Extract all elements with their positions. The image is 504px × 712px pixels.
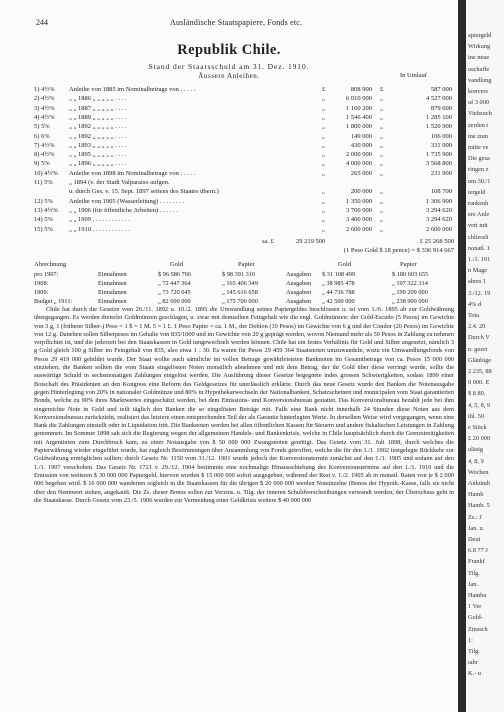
loan-row xyxy=(34,105,454,115)
loan-description: „ „ 1893 „ „ „ „ „ . . . . xyxy=(69,141,127,149)
right-page-line: ihl. 50 xyxy=(468,412,485,420)
budget-col-papier1: Papier xyxy=(238,261,255,268)
loan-description: „ „ 1892 „ „ „ „ „ . . . . xyxy=(69,132,127,140)
loan-description: „ „ 1909 . . . . . . . . . . . . xyxy=(69,216,131,224)
sum-label: sa. £ xyxy=(262,238,274,245)
budget-papier-in: „ 145 616 658 xyxy=(222,289,258,296)
loan-row xyxy=(34,133,454,143)
loan-row xyxy=(34,160,454,170)
loan-nominal: 265 000 xyxy=(350,169,372,177)
right-page-line: 2 235, 88 xyxy=(468,368,492,375)
loan-row xyxy=(34,86,454,96)
right-page-line: 1./1. 191 xyxy=(468,256,491,263)
loan-currency: „ xyxy=(322,206,325,214)
loan-currency-outstanding: „ xyxy=(380,169,383,177)
loan-currency-outstanding: „ xyxy=(380,104,383,112)
budget-col-papier2: Papier xyxy=(400,261,417,268)
loan-number: 10) 4½% xyxy=(34,169,58,177)
loan-number: 2) 4½% xyxy=(34,95,55,103)
loan-number: 15) 5% xyxy=(34,225,53,233)
loan-row xyxy=(34,151,454,161)
loan-description: „ 1894 (v. der Stadt Valparaiso aufgen. xyxy=(69,179,170,186)
right-page-line: Die gesa xyxy=(468,155,490,163)
right-page-line: Zinssch xyxy=(468,625,488,633)
loan-outstanding: 3 294 620 xyxy=(426,206,452,214)
loan-number: 1) 4½% xyxy=(34,86,55,93)
budget-gold-in: „ 73 720 045 xyxy=(158,289,191,296)
right-page-line: rankenh xyxy=(468,200,489,207)
loan-number: 11) 5% xyxy=(34,179,53,186)
budget-year: 1909: xyxy=(34,289,49,296)
book-gutter xyxy=(458,0,466,712)
right-page-line: vandlung xyxy=(468,76,492,84)
budget-gold-in: „ 82 600 000 xyxy=(158,298,191,305)
loan-outstanding: 2 600 000 xyxy=(426,225,452,233)
loan-outstanding: 331 000 xyxy=(430,141,452,149)
loan-nominal: 2 600 000 xyxy=(346,225,372,233)
budget-gold-in: $ 96 586 766 xyxy=(158,271,192,278)
budget-year: Budget „ 1911: xyxy=(34,298,73,305)
budget-year: pro 1907: xyxy=(34,271,59,278)
right-page-line: 6.8 77 J xyxy=(468,547,488,555)
loan-nominal: 808 900 xyxy=(350,86,372,93)
loan-outstanding: 1 306 900 xyxy=(426,197,452,205)
budget-papier-out: $ 180 603 655 xyxy=(392,271,429,278)
right-page-line: Viehzuch xyxy=(468,110,492,118)
right-page-line: Jan. xyxy=(468,580,478,588)
loan-description: „ „ 1896 „ „ „ „ „ . . . . xyxy=(69,160,127,168)
right-page-line: 3./12. 19 xyxy=(468,289,491,297)
sum-outstanding: £ 25 268 500 xyxy=(419,238,454,245)
right-page-line: Durch V xyxy=(468,334,490,342)
loan-currency-outstanding: „ xyxy=(380,141,383,149)
page-title: Republik Chile. xyxy=(177,42,281,58)
right-page-line: Tilg. xyxy=(468,648,480,655)
loan-currency-outstanding: „ xyxy=(380,123,383,131)
loan-outstanding: 4 527 000 xyxy=(426,95,452,103)
right-page-line: 2.4. 20 xyxy=(468,323,486,331)
loan-currency: „ xyxy=(322,95,325,103)
loan-outstanding: 3 294 620 xyxy=(426,216,452,224)
loan-currency: „ xyxy=(322,169,325,177)
loan-description: Anleihe von 1905 (Wasserleitung) . . . . . . . . xyxy=(69,197,185,205)
loan-row xyxy=(34,123,454,133)
loan-row xyxy=(34,198,454,208)
budget-gold-out: „ 44 736 788 xyxy=(322,289,355,296)
budget-gold-out: „ 38 985 478 xyxy=(322,280,355,287)
section-heading: Äussere Anleihen. xyxy=(198,72,260,80)
loan-description: „ „ 1886 „ „ „ „ „ . . . . xyxy=(69,95,127,103)
budget-papier-out: „ 199 209 000 xyxy=(392,289,428,296)
loan-outstanding: 106 000 xyxy=(430,132,452,140)
right-page-line: vert mit xyxy=(468,222,488,230)
loan-nominal: 200 000 xyxy=(350,188,372,196)
loan-description: u. durch Ges. v. 15. Sept. 1897 seitens des Staates übern.) xyxy=(69,188,219,196)
loan-nominal: 3 700 000 xyxy=(346,206,372,214)
budget-col-gold2: Gold xyxy=(338,261,351,268)
budget-ausgaben: Ausgaben xyxy=(286,271,312,278)
loan-currency: „ xyxy=(322,160,325,168)
right-page-line: uf 3 000 xyxy=(468,99,489,107)
right-page-line: mitte ve xyxy=(468,144,489,151)
right-page-line: Wirkung xyxy=(468,43,491,51)
loan-description: „ „ 1889 „ „ „ „ „ . . . . xyxy=(69,113,127,121)
in-umlauf-header: In Umlauf xyxy=(400,72,427,79)
loan-nominal: 3 400 000 xyxy=(346,216,372,224)
budget-papier-in: $ 98 391 310 xyxy=(222,271,256,278)
loan-description: „ „ 1892 „ „ „ „ „ . . . . xyxy=(69,123,127,131)
loan-currency-outstanding: £ xyxy=(380,86,384,93)
right-page-fragment xyxy=(466,0,504,712)
right-page-line: ringen z xyxy=(468,166,489,174)
loan-description: „ „ 1906 (für öffentliche Arbeiten) . . . . . . xyxy=(69,206,178,214)
loan-description: Anleihe von 1898 im Nominalbetrage von . . . . . xyxy=(69,169,196,177)
loan-nominal: 149 000 xyxy=(350,132,372,140)
loan-currency: „ xyxy=(322,141,325,149)
loan-row xyxy=(34,179,454,189)
budget-ausgaben: Ausgaben xyxy=(286,289,312,296)
loan-outstanding: 231 900 xyxy=(430,169,452,177)
loan-description: „ „ 1887 „ „ „ „ „ . . . . xyxy=(69,104,127,112)
body-paragraph: Chile hat durch die Gesetze vom 26./11. 1892 u. 10./2. 1895 die Umwandlung seines Papiergeldes beschlossen u. ist vom 1./6. 1895 ab zur Goldwährung übergegangen. Es werden dreierlei Goldmünzen geschlagen, u. zwar mit demselben Feingehalt wie die engl. Goldmünzen: der Gold-Escudo (5 Pesos) im Gewichte von 3 g, 1 (früherer Silber-) Peso = 1 $ = 1 M. 5 = 1 £. 1 Peso Papier = ca. 1 M., der Doblon (10 Pesos) im Gewichte von 6 g und der Condor (20 Pesos) im Gewichte von 12 g. Daneben sollen Silberpesos im Gehalte von 835/1000 und im Gewichte von 20 g geprägt werden, wovon Niemand mehr als 50 Pesos in Zahlung zu nehmen verpflichtet ist, und die jederzeit bei den Staatskassen in Gold umgewechselt werden können. Chile hat ein festes Verhältnis für Gold und Silber angesetzt, nämlich 3 g Gold gleich 100 g Silber im Feingehalt von 835, also etwa 1 : 30. Es waren für Pesos 29 459 364 Staatsnoten umzuwandeln, wozu ein Umwandlungsfonds von Pesos 29 419 000 gebildet wurde. Der Staat wollte auch sämtliche im vollen Betrage gewährleisteten Banknoten im Gesamtbetrage von ca. Pesos 15 000 000 einziehen; die Banken sollten die vom Staate eingelösten Noten monatlich abnehmen und mit dem Betrag, der ihr Gold über diese verringt wurde, sollte die auswärtige Schuld in sechsmonatigen Zahlungen eingelöst werden. Die Ausführung dieser Gesetze begegnete indes grossen Schwierigkeiten, sodass 1899 einer Botschaft des Präsidenten an den Kongress eine Reform des Geldgesetzes für unerlässlich erklärte. Durch das neue Gesetz wurde den Banken die Notenausgabe gegen Hinterlegung von 20% in nationaler Goldmünze und 80% in Hypothekarwechseln der Nationalbanken, Schatzscheinen und municipalen vom Staat garantierten Bonds, welche zu 90% ihres Marktwertes eingeschätzt werden, bei dem Emissions- und Konversionsbureau gestattet. Das Konversionsbureau bezahlt jede bei ihm eingereichte Note in Gold und teilt täglich den Banken die so eingelösten Beträge mit. Falls eine Bank nicht innerhalb 24 Stunden diese Noten aus dem Konversionsbureau zurückzieht, realisiert das letztere einen entsprechenden Teil der als Garantie hinterlegten Werte. In derselben Weise wird vorgegangen, wenn eine Bank die Zahlungen einstellt oder in Liquidation tritt. Die Banknoten werden bei allen öffentlichen Kassen für Steuern und andere fiskalischen Leistungen in Zahlung genommen. Im Sommer 1898 sah sich die Regierung wegen der allgemeinen Handels- und Bankenkrisis, welche in Chile hauptsächlich durch die Grenzstreitigkeiten mit Argentinien zum Durchbruch kam, zu einer Notausgabe von $ 50 000 000 Zwangsnoten genötigt. Das Gesetz vom 31. Juli 1898, durch welches die Papierwährung wieder eingeführt wurde, hat zugleich Bestimmungen über Ansammlung von Fonds getroffen, welche die für den 1./1. 1902 festgelegte Rückkehr zur Goldwährung ermöglichen sollten; durch Gesetz Nr. 1150 vom 31./12. 1901 wurde jedoch der Konversionstermin zunächst auf den 1./1. 1905 und sodann auf den 1./1. 1907 verschoben. Das Gesetz Nr. 1721 v. 29./12. 1904 bestimmte eine nochmalige Hinausschiebung des Konversionstermins auf den 1./1. 1910 und die Emission von weiteren $ 30 000 000 Papiergeld, hiervon wurden $ 15 000 000 sofort ausgegeben, während der Rest v. 1./2. 1905 ab in monatl. Raten von je $ 2 000 000 begeben wird. $ 16 000 000 wanderten sogleich in die Staatskassen für die übrigen $ 20 000 000 werden Noteinzelne (Bonos der Hypoth.-Kasse, falls sie nicht über den Nennwert stehen, angekauft. Die Zs. dieser Bonos sollen zur Verzins. u. Tilg. der inneren Schuldverschreibungen verwandt werden, der Überschuss geht in die Staatskasse. Durch Gesetz vom 23./5. 1906 wurden zur Vermeidung einer Geldkrisis weitere $ 40 000 000 xyxy=(34,306,454,504)
loan-number: 7) 4½% xyxy=(34,141,55,149)
right-page-line: 4, 5, 8, 9 xyxy=(468,401,491,409)
loan-row xyxy=(34,114,454,124)
right-page-line: n Mage xyxy=(468,267,488,275)
loan-number: 12) 5% xyxy=(34,197,53,205)
loan-outstanding: 1 285 100 xyxy=(426,113,452,121)
loan-row xyxy=(34,216,454,226)
loan-nominal: 1 800 000 xyxy=(346,123,372,131)
budget-ausgaben: Ausgaben xyxy=(286,280,312,287)
loan-number: 9) 5% xyxy=(34,160,50,168)
loan-nominal: 1 350 000 xyxy=(346,197,372,205)
budget-einnahmen: Einnahmen xyxy=(98,280,127,287)
right-page-line: 1: xyxy=(468,636,473,644)
peso-conversion: (1 Peso Gold $ 18 pence) = $ 336 914 667 xyxy=(343,247,454,254)
right-page-line: Hambu xyxy=(468,592,487,599)
right-page-line: K.- u xyxy=(468,670,481,678)
loan-row xyxy=(34,188,454,198)
loan-currency-outstanding: „ xyxy=(380,151,383,159)
right-page-line: konvers xyxy=(468,88,488,95)
right-page-line: ere Anle xyxy=(468,211,490,219)
right-page-line: Hamb. 5 xyxy=(468,502,490,510)
running-title: Ausländische Staatspapiere, Fonds etc. xyxy=(170,18,303,27)
budget-gold-out: „ 42 500 000 xyxy=(322,298,355,305)
right-page-line: uläsig xyxy=(468,446,484,454)
loan-nominal: 4 000 000 xyxy=(346,160,372,168)
right-page-line: Gold- xyxy=(468,614,483,622)
budget-header xyxy=(0,261,458,270)
right-page-line: Wochen xyxy=(468,468,489,476)
loan-nominal: 430 000 xyxy=(350,141,372,149)
subtitle: Stand der Staatsschuld am 31. Dez. 1910. xyxy=(148,62,310,71)
right-page-line: Frankf xyxy=(468,558,485,566)
right-page-line: Hamb xyxy=(468,491,484,499)
loan-currency-outstanding: „ xyxy=(380,113,383,121)
loan-number: 8) 4½% xyxy=(34,151,55,159)
budget-gold-out: $ 31 108 499 xyxy=(322,271,356,278)
right-page-line: 1 Ver xyxy=(468,603,482,611)
right-page-line: Tota xyxy=(468,312,480,319)
loan-description: „ „ 1895 „ „ „ „ „ . . . . xyxy=(69,151,127,159)
loan-number: 5) 5% xyxy=(34,123,50,131)
loan-nominal: 1 546 400 xyxy=(346,113,372,121)
budget-papier-in: „ 165 406 349 xyxy=(222,280,258,287)
loan-currency: „ xyxy=(322,151,325,159)
budget-ausgaben: Ausgaben xyxy=(286,298,312,305)
loan-nominal: 6 010 000 xyxy=(346,95,372,103)
budget-einnahmen: Einnahmen xyxy=(98,271,127,278)
budget-papier-out: „ 197 322 314 xyxy=(392,280,428,287)
right-page-line: £ 20 000 xyxy=(468,435,491,443)
loan-outstanding: 879 600 xyxy=(430,104,452,112)
right-page-line: um 30./1 xyxy=(468,177,491,185)
loan-number: 14) 5% xyxy=(34,216,53,224)
loan-number: 6) 6% xyxy=(34,132,50,140)
right-page-line: n. gezei xyxy=(468,345,488,353)
loan-outstanding: 108 700 xyxy=(430,188,452,196)
loan-row xyxy=(34,226,454,236)
loan-currency: „ xyxy=(322,188,325,196)
loan-description: Anleihe von 1885 im Nominalbetrage von . . . . . xyxy=(69,86,196,93)
right-page-line: 4% d xyxy=(468,300,482,308)
loan-number: 4) 4½% xyxy=(34,113,55,121)
budget-papier-in: „ 175 700 000 xyxy=(222,298,258,305)
loan-row xyxy=(34,142,454,152)
loan-currency-outstanding: „ xyxy=(380,188,383,196)
right-page-line: ine neue xyxy=(468,54,490,62)
right-page-line: zerden t xyxy=(468,121,489,129)
loan-description: „ „ 1910 . . . . . . . . . . . . xyxy=(69,225,131,233)
right-page-line: iahr xyxy=(468,659,478,667)
right-page-line: Ankündi xyxy=(468,480,491,487)
loan-nominal: 1 160 200 xyxy=(346,104,372,112)
sum-nominal: 29 219 500 xyxy=(296,238,326,245)
loan-currency: „ xyxy=(322,216,325,224)
right-page-line: ahres 1 xyxy=(468,278,487,286)
loan-currency-outstanding: „ xyxy=(380,225,383,233)
right-page-line: ine zum xyxy=(468,132,489,140)
loan-currency-outstanding: „ xyxy=(380,197,383,205)
loan-outstanding: 1 735 900 xyxy=(426,151,452,159)
budget-gold-in: „ 72 447 364 xyxy=(158,280,191,287)
right-page-line: e Stück xyxy=(468,424,487,431)
budget-col-abrechnung: Abrechnung xyxy=(34,261,67,268)
right-page-line: Jan. u. xyxy=(468,524,485,532)
loan-number: 13) 4½% xyxy=(34,206,58,214)
right-page-line: Tilg. xyxy=(468,569,480,577)
loan-outstanding: 587 000 xyxy=(430,86,452,93)
loan-currency: „ xyxy=(322,123,325,131)
body-text xyxy=(34,306,454,505)
loan-outstanding: 1 520 900 xyxy=(426,123,452,131)
loan-currency: „ xyxy=(322,104,325,112)
loan-currency: „ xyxy=(322,225,325,233)
loan-nominal: 2 000 000 xyxy=(346,151,372,159)
loan-currency-outstanding: „ xyxy=(380,216,383,224)
loan-row xyxy=(34,95,454,105)
right-page-line: Deut xyxy=(468,536,481,543)
loan-currency-outstanding: „ xyxy=(380,160,383,168)
right-page-line: $ 8 80. xyxy=(468,390,486,398)
right-page-line: uschaffe xyxy=(468,65,490,73)
budget-col-gold1: Gold xyxy=(170,261,183,268)
right-page-line: apiergeld xyxy=(468,32,492,39)
loan-row xyxy=(34,170,454,180)
loan-currency-outstanding: „ xyxy=(380,206,383,214)
loan-currency-outstanding: „ xyxy=(380,132,383,140)
loan-number: 3) 4½% xyxy=(34,104,55,112)
right-page-line: nonatl. 1 xyxy=(468,244,491,252)
budget-einnahmen: Einnahmen xyxy=(98,298,127,305)
budget-year: 1908: xyxy=(34,280,49,287)
loan-currency-outstanding: „ xyxy=(380,95,383,103)
right-page-line: 4, 8, 9 xyxy=(468,457,484,465)
right-page-line: Zs.: J xyxy=(468,513,482,521)
loan-currency: „ xyxy=(322,132,325,140)
right-page-line: Gläubige xyxy=(468,356,492,364)
budget-einnahmen: Einnahmen xyxy=(98,289,127,296)
loan-currency: „ xyxy=(322,113,325,121)
loan-currency: „ xyxy=(322,197,325,205)
right-page-line: chliessli xyxy=(468,233,489,241)
page-number: 244 xyxy=(36,18,48,27)
loan-outstanding: 3 568 800 xyxy=(426,160,452,168)
right-page-line: 0 000. E xyxy=(468,379,490,387)
budget-papier-out: „ 238 900 000 xyxy=(392,298,428,305)
right-page-line: iergeld xyxy=(468,188,486,196)
loan-currency: £ xyxy=(322,86,326,93)
loan-row xyxy=(34,207,454,217)
